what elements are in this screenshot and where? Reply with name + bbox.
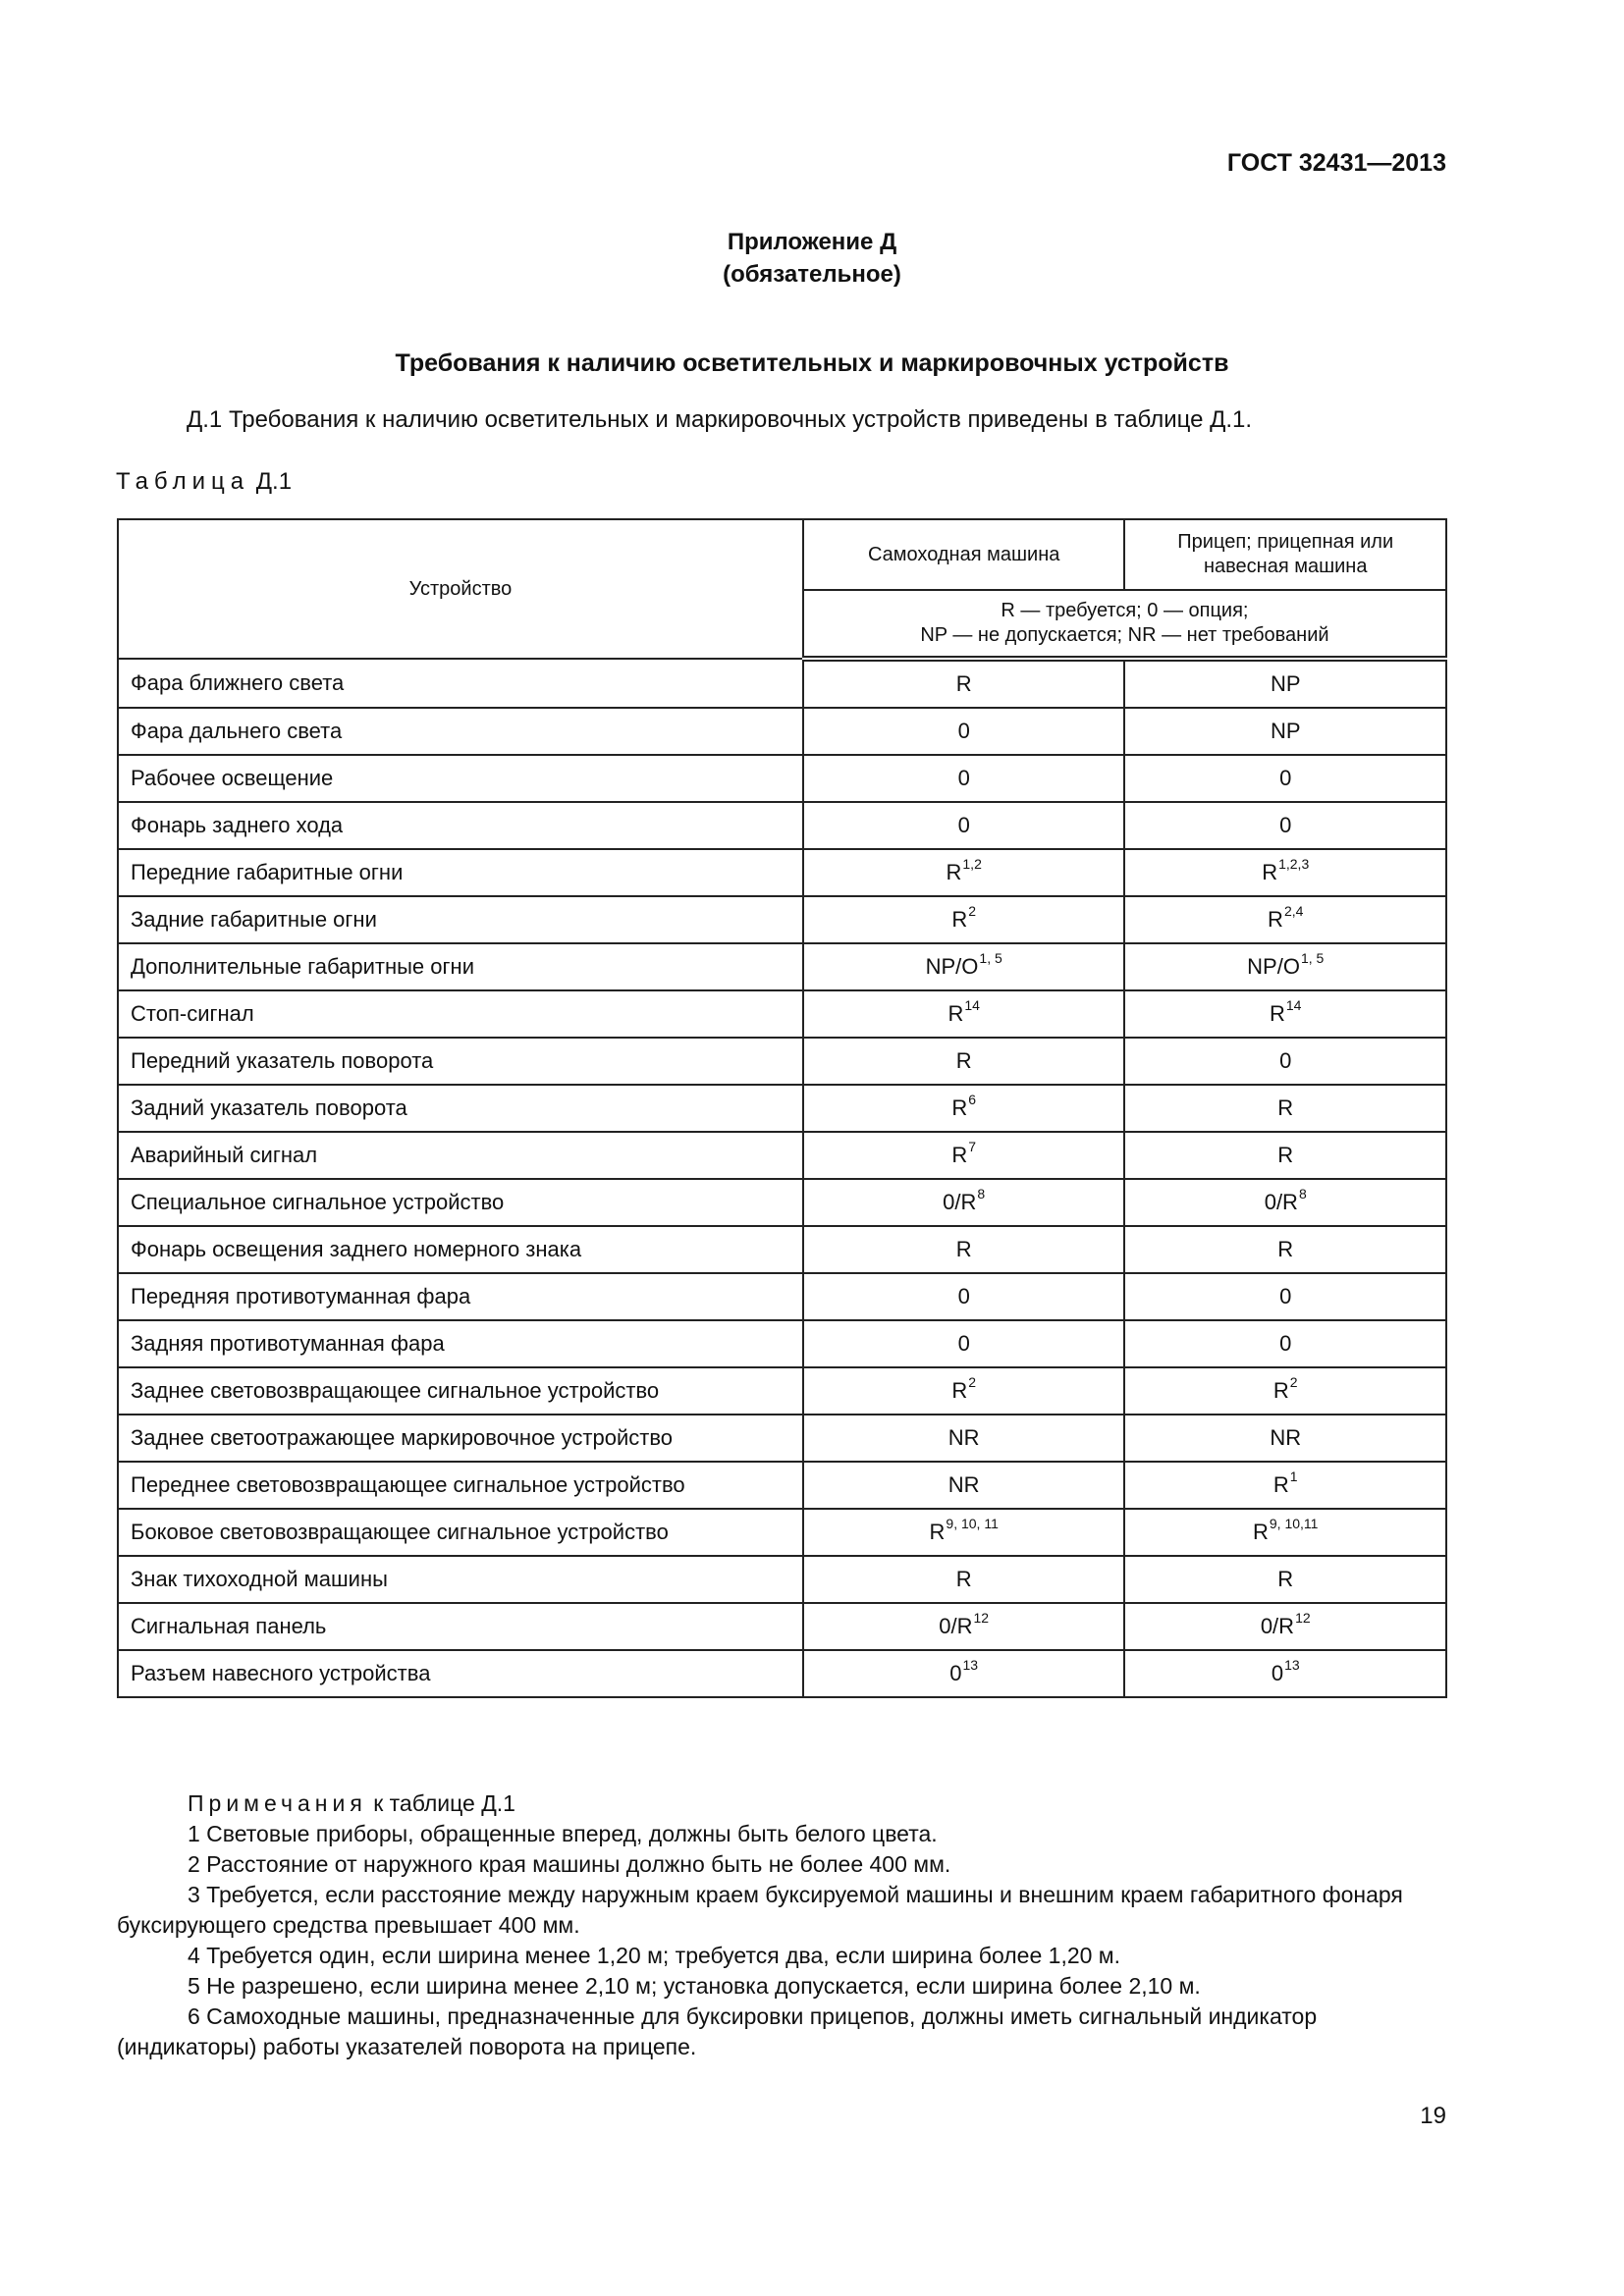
- requirement-code: NP: [1270, 671, 1301, 696]
- self-propelled-value-cell: [803, 1085, 1125, 1132]
- requirement-code: R: [951, 1143, 968, 1167]
- trailer-value-cell: [1124, 659, 1446, 708]
- requirement-code: 0/R: [1260, 1614, 1295, 1638]
- device-name-cell: Переднее световозвращающее сигнальное устройство: [118, 1462, 803, 1509]
- header-legend-line2: NP — не допускается; NR — нет требований: [920, 624, 1329, 646]
- trailer-value-cell: [1124, 1650, 1446, 1697]
- self-propelled-value-cell: [803, 1273, 1125, 1320]
- requirement-code: R: [1253, 1520, 1269, 1544]
- requirement-code: R: [947, 1001, 964, 1026]
- device-name-cell: Дополнительные габаритные огни: [118, 943, 803, 990]
- device-name-cell: Передний указатель поворота: [118, 1038, 803, 1085]
- footnote-ref: 1,2: [962, 856, 982, 872]
- trailer-value-cell: [1124, 849, 1446, 896]
- trailer-value-cell: [1124, 1509, 1446, 1556]
- self-propelled-value-cell: [803, 1132, 1125, 1179]
- requirement-code: R: [951, 1378, 968, 1403]
- header-trailer-line2: навесная машина: [1203, 556, 1368, 577]
- self-propelled-value-cell: [803, 990, 1125, 1038]
- requirement-code: 0: [1279, 1048, 1292, 1073]
- footnote-ref: 13: [1284, 1657, 1300, 1673]
- requirement-code: NR: [947, 1472, 980, 1497]
- footnote-ref: 8: [1298, 1186, 1307, 1201]
- self-propelled-value-cell: [803, 1038, 1125, 1085]
- table-row: [118, 1132, 1446, 1179]
- self-propelled-value-cell: [803, 1320, 1125, 1367]
- footnote-ref: 6: [968, 1092, 977, 1107]
- requirement-code: NP/O: [1247, 954, 1300, 979]
- table-row: [118, 1650, 1446, 1697]
- trailer-value-cell: [1124, 1556, 1446, 1603]
- header-legend-line1: R — требуется; 0 — опция;: [1001, 600, 1249, 621]
- footnote-ref: 1, 5: [979, 950, 1002, 966]
- table-row: [118, 943, 1446, 990]
- trailer-value-cell: [1124, 1603, 1446, 1650]
- footnote-ref: 1,2,3: [1278, 856, 1310, 872]
- table-caption-number: Д.1: [255, 468, 293, 495]
- table-row: [118, 1556, 1446, 1603]
- requirement-code: 0: [957, 1284, 970, 1308]
- table-row: [118, 849, 1446, 896]
- footnote-ref: 8: [977, 1186, 986, 1201]
- requirement-code: NP: [1270, 719, 1301, 743]
- table-row: [118, 1179, 1446, 1226]
- self-propelled-value-cell: [803, 708, 1125, 755]
- table-notes: [117, 1789, 1447, 2062]
- requirement-code: R: [1268, 907, 1283, 932]
- self-propelled-value-cell: [803, 1650, 1125, 1697]
- header-trailer-line1: Прицеп; прицепная или: [1177, 531, 1394, 553]
- self-propelled-value-cell: [803, 1556, 1125, 1603]
- header-device: Устройство: [118, 519, 803, 659]
- trailer-value-cell: [1124, 1179, 1446, 1226]
- requirement-code: 0: [957, 813, 970, 837]
- requirement-code: R: [951, 907, 968, 932]
- table-row: [118, 708, 1446, 755]
- device-name-cell: Боковое световозвращающее сигнальное устройство: [118, 1509, 803, 1556]
- table-row: [118, 1085, 1446, 1132]
- table-body: [118, 659, 1446, 1697]
- requirement-code: 0: [1279, 766, 1292, 790]
- requirement-code: 0: [1271, 1661, 1284, 1685]
- device-name-cell: Задние габаритные огни: [118, 896, 803, 943]
- self-propelled-value-cell: [803, 1367, 1125, 1415]
- requirement-code: NR: [1270, 1425, 1302, 1450]
- device-name-cell: Фара ближнего света: [118, 659, 803, 708]
- table-row: [118, 1367, 1446, 1415]
- note-item: 5 Не разрешено, если ширина менее 2,10 м; установка допускается, если ширина более 2,10 м.: [188, 1973, 1201, 1999]
- trailer-value-cell: [1124, 802, 1446, 849]
- footnote-ref: 7: [968, 1139, 977, 1154]
- table-row: [118, 1509, 1446, 1556]
- footnote-ref: 12: [973, 1610, 990, 1626]
- self-propelled-value-cell: [803, 1509, 1125, 1556]
- header-self-propelled: Самоходная машина: [803, 519, 1125, 590]
- table-row: [118, 896, 1446, 943]
- requirement-code: 0: [957, 1331, 970, 1356]
- note-item: 3 Требуется, если расстояние между наружным краем буксируемой машины и внешним краем габаритного фонаря буксирующего средства превышает 400 мм.: [117, 1882, 1403, 1938]
- header-legend: [803, 590, 1446, 659]
- table-row: [118, 1462, 1446, 1509]
- notes-heading: [117, 1789, 1447, 1819]
- trailer-value-cell: [1124, 1367, 1446, 1415]
- device-name-cell: Аварийный сигнал: [118, 1132, 803, 1179]
- requirement-code: R: [1272, 1472, 1289, 1497]
- note-item: 2 Расстояние от наружного края машины должно быть не более 400 мм.: [188, 1851, 951, 1877]
- requirement-code: R: [1277, 1143, 1294, 1167]
- requirement-code: R: [1272, 1378, 1289, 1403]
- self-propelled-value-cell: [803, 896, 1125, 943]
- footnote-ref: 14: [1285, 997, 1302, 1013]
- requirement-code: 0: [957, 719, 970, 743]
- document-code: ГОСТ 32431—2013: [1226, 149, 1446, 177]
- note-item: 1 Световые приборы, обращенные вперед, должны быть белого цвета.: [188, 1821, 938, 1846]
- device-name-cell: Заднее светоотражающее маркировочное устройство: [118, 1415, 803, 1462]
- footnote-ref: 2,4: [1283, 903, 1304, 919]
- self-propelled-value-cell: [803, 1179, 1125, 1226]
- trailer-value-cell: [1124, 896, 1446, 943]
- table-row: [118, 755, 1446, 802]
- requirement-code: R: [1277, 1095, 1294, 1120]
- trailer-value-cell: [1124, 755, 1446, 802]
- footnote-ref: 13: [962, 1657, 979, 1673]
- requirement-code: R: [1277, 1237, 1294, 1261]
- device-name-cell: Знак тихоходной машины: [118, 1556, 803, 1603]
- requirement-code: R: [1269, 1001, 1285, 1026]
- requirement-code: 0: [1279, 1331, 1292, 1356]
- table-row: [118, 802, 1446, 849]
- device-name-cell: Специальное сигнальное устройство: [118, 1179, 803, 1226]
- note-item: 4 Требуется один, если ширина менее 1,20 м; требуется два, если ширина более 1,20 м.: [188, 1943, 1121, 1968]
- footnote-ref: 9, 10, 11: [946, 1516, 999, 1531]
- device-name-cell: Фара дальнего света: [118, 708, 803, 755]
- intro-paragraph: Д.1 Требования к наличию осветительных и маркировочных устройств приведены в таблице Д.1.: [187, 406, 1253, 433]
- trailer-value-cell: [1124, 1320, 1446, 1367]
- footnote-ref: 2: [1289, 1374, 1298, 1390]
- section-title: Требования к наличию осветительных и маркировочных устройств: [395, 349, 1229, 377]
- trailer-value-cell: [1124, 1462, 1446, 1509]
- self-propelled-value-cell: [803, 943, 1125, 990]
- requirement-code: 0: [1279, 1284, 1292, 1308]
- table-row: [118, 1415, 1446, 1462]
- annex-status: (обязательное): [723, 261, 901, 288]
- device-name-cell: Разъем навесного устройства: [118, 1650, 803, 1697]
- trailer-value-cell: [1124, 1273, 1446, 1320]
- footnote-ref: 1, 5: [1300, 950, 1325, 966]
- table-row: [118, 1320, 1446, 1367]
- device-name-cell: Стоп-сигнал: [118, 990, 803, 1038]
- self-propelled-value-cell: [803, 849, 1125, 896]
- footnote-ref: 12: [1295, 1610, 1311, 1626]
- requirement-code: NP/O: [925, 954, 979, 979]
- self-propelled-value-cell: [803, 1226, 1125, 1273]
- table-row: [118, 990, 1446, 1038]
- table-row: [118, 1038, 1446, 1085]
- table-caption: [116, 468, 292, 496]
- self-propelled-value-cell: [803, 1462, 1125, 1509]
- trailer-value-cell: [1124, 1226, 1446, 1273]
- requirement-code: 0: [1279, 813, 1292, 837]
- table-caption-word: Таблица: [116, 468, 250, 495]
- device-name-cell: Фонарь заднего хода: [118, 802, 803, 849]
- footnote-ref: 2: [968, 903, 977, 919]
- trailer-value-cell: [1124, 1132, 1446, 1179]
- device-name-cell: Передняя противотуманная фара: [118, 1273, 803, 1320]
- requirements-table: [117, 518, 1447, 1698]
- header-trailer: [1124, 519, 1446, 590]
- self-propelled-value-cell: [803, 659, 1125, 708]
- requirement-code: 0: [957, 766, 970, 790]
- footnote-ref: 14: [964, 997, 980, 1013]
- device-name-cell: Передние габаритные огни: [118, 849, 803, 896]
- notes-heading-rest: к таблице Д.1: [373, 1790, 515, 1816]
- table-row: [118, 1226, 1446, 1273]
- device-name-cell: Фонарь освещения заднего номерного знака: [118, 1226, 803, 1273]
- trailer-value-cell: [1124, 990, 1446, 1038]
- requirement-code: 0/R: [1264, 1190, 1298, 1214]
- device-name-cell: Задний указатель поворота: [118, 1085, 803, 1132]
- requirement-code: 0/R: [939, 1614, 973, 1638]
- requirement-code: R: [951, 1095, 968, 1120]
- table-row: [118, 659, 1446, 708]
- annex-heading: [0, 226, 1624, 291]
- self-propelled-value-cell: [803, 1603, 1125, 1650]
- note-item: 6 Самоходные машины, предназначенные для буксировки прицепов, должны иметь сигнальный индикатор (индикаторы) работы указателей поворота на прицепе.: [117, 2003, 1318, 2059]
- self-propelled-value-cell: [803, 1415, 1125, 1462]
- page-number: 19: [1420, 2103, 1446, 2129]
- requirement-code: R: [955, 671, 972, 696]
- requirement-code: R: [955, 1237, 972, 1261]
- requirement-code: R: [1277, 1567, 1294, 1591]
- footnote-ref: 1: [1289, 1468, 1298, 1484]
- annex-title: Приложение Д: [727, 229, 897, 255]
- footnote-ref: 9, 10,11: [1269, 1516, 1319, 1531]
- device-name-cell: Рабочее освещение: [118, 755, 803, 802]
- table-row: [118, 1273, 1446, 1320]
- device-name-cell: Задняя противотуманная фара: [118, 1320, 803, 1367]
- requirement-code: NR: [947, 1425, 980, 1450]
- trailer-value-cell: [1124, 708, 1446, 755]
- table-row: [118, 1603, 1446, 1650]
- trailer-value-cell: [1124, 1085, 1446, 1132]
- trailer-value-cell: [1124, 1038, 1446, 1085]
- trailer-value-cell: [1124, 943, 1446, 990]
- self-propelled-value-cell: [803, 802, 1125, 849]
- notes-heading-word: Примечания: [188, 1790, 367, 1816]
- requirement-code: 0/R: [943, 1190, 977, 1214]
- self-propelled-value-cell: [803, 755, 1125, 802]
- footnote-ref: 2: [968, 1374, 977, 1390]
- requirement-code: R: [946, 860, 962, 884]
- requirement-code: 0: [949, 1661, 962, 1685]
- device-name-cell: Сигнальная панель: [118, 1603, 803, 1650]
- requirement-code: R: [1262, 860, 1278, 884]
- requirement-code: R: [929, 1520, 946, 1544]
- requirement-code: R: [955, 1567, 972, 1591]
- device-name-cell: Заднее световозвращающее сигнальное устройство: [118, 1367, 803, 1415]
- requirement-code: R: [955, 1048, 972, 1073]
- trailer-value-cell: [1124, 1415, 1446, 1462]
